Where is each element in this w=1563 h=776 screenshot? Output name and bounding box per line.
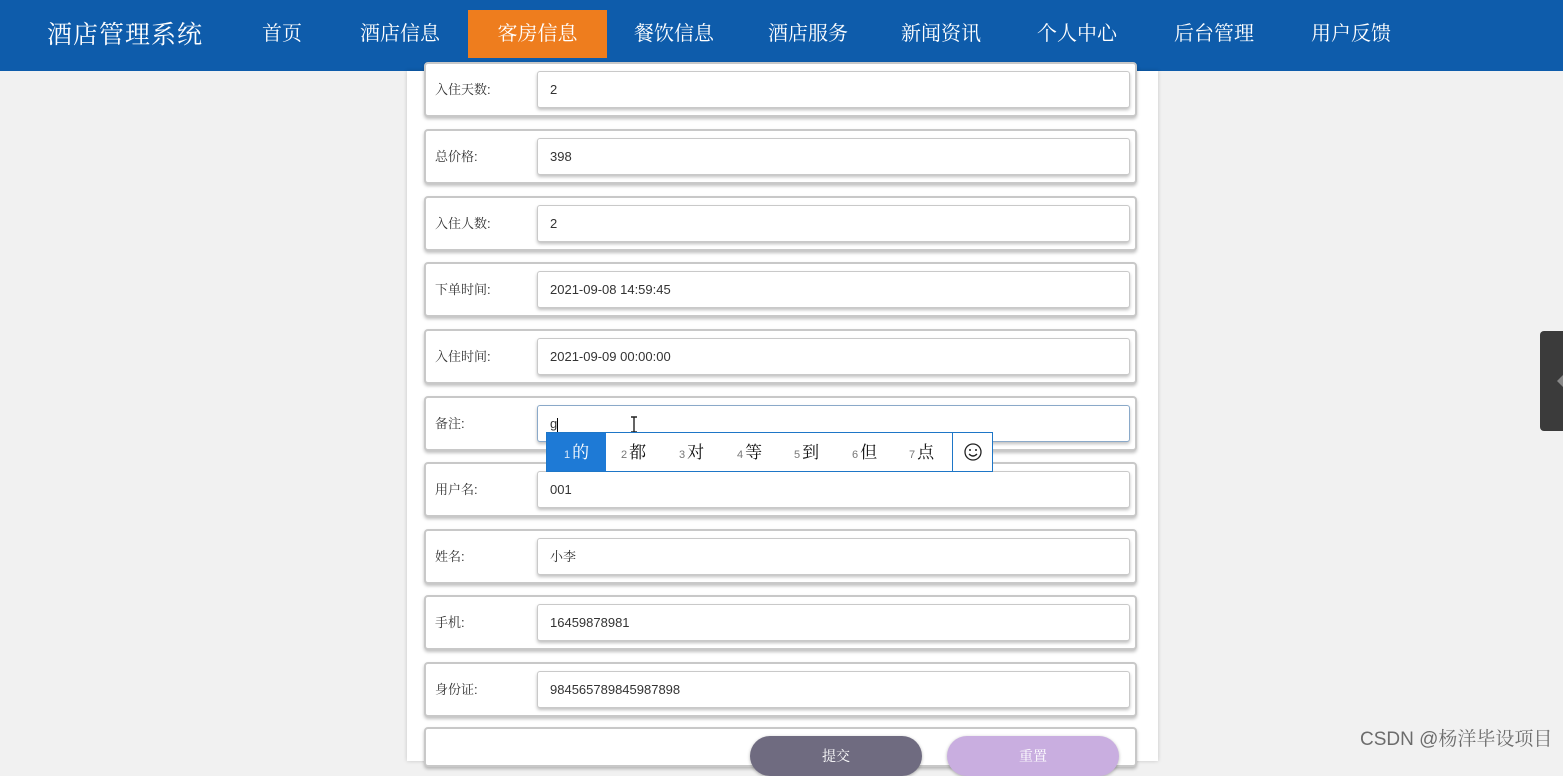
nav-item-room-info[interactable]: 客房信息 [468, 10, 607, 58]
remarks-value: g [550, 416, 558, 431]
name-input[interactable]: 小李 [537, 538, 1130, 575]
id-card-input[interactable]: 984565789845987898 [537, 671, 1130, 708]
field-label: 入住天数: [435, 82, 491, 97]
ime-candidate-6[interactable]: 6 但 [852, 443, 878, 462]
ime-candidate-7[interactable]: 7 点 [909, 443, 935, 462]
ime-candidate-3[interactable]: 3 对 [679, 443, 705, 462]
form-row-total-price [424, 129, 1137, 184]
phone-input[interactable]: 16459878981 [537, 604, 1130, 641]
ime-candidate-1[interactable]: 1 的 [547, 433, 606, 471]
form-row-guest-count [424, 196, 1137, 251]
ime-candidate-5[interactable]: 5 到 [794, 443, 820, 462]
text-caret [557, 418, 558, 432]
nav-item-admin[interactable]: 后台管理 [1174, 23, 1254, 45]
submit-button[interactable]: 提交 [750, 736, 922, 776]
field-label: 备注: [435, 416, 465, 431]
nav-item-personal-center[interactable]: 个人中心 [1037, 23, 1117, 45]
field-label: 总价格: [435, 149, 478, 164]
ime-divider [952, 433, 953, 471]
field-label: 身份证: [435, 682, 478, 697]
ime-candidate-2[interactable]: 2 都 [621, 443, 647, 462]
checkin-time-input[interactable]: 2021-09-09 00:00:00 [537, 338, 1130, 375]
total-price-input[interactable]: 398 [537, 138, 1130, 175]
field-label: 姓名: [435, 549, 465, 564]
chevron-left-icon [1557, 375, 1563, 387]
nav-item-news[interactable]: 新闻资讯 [901, 23, 981, 45]
field-label: 手机: [435, 615, 465, 630]
top-navigation-bar [0, 0, 1563, 71]
form-row-order-time [424, 262, 1137, 317]
nav-item-hotel-info[interactable]: 酒店信息 [360, 23, 440, 45]
nav-item-hotel-services[interactable]: 酒店服务 [768, 23, 848, 45]
ime-candidate-bar [546, 432, 993, 472]
form-row-id-card [424, 662, 1137, 717]
field-label: 入住时间: [435, 349, 491, 364]
field-label: 下单时间: [435, 282, 491, 297]
side-collapse-tab[interactable] [1540, 331, 1563, 431]
app-title: 酒店管理系统 [47, 21, 204, 49]
ime-emoji-button[interactable] [954, 433, 992, 471]
form-row-stay-days [424, 62, 1137, 117]
form-row-phone [424, 595, 1137, 650]
field-label: 用户名: [435, 482, 478, 497]
ime-candidate-4[interactable]: 4 等 [737, 443, 763, 462]
form-row-name [424, 529, 1137, 584]
nav-item-feedback[interactable]: 用户反馈 [1311, 23, 1391, 45]
stay-days-input[interactable]: 2 [537, 71, 1130, 108]
reset-button[interactable]: 重置 [947, 736, 1119, 776]
username-input[interactable]: 001 [537, 471, 1130, 508]
smiley-icon [963, 442, 983, 462]
order-time-input[interactable]: 2021-09-08 14:59:45 [537, 271, 1130, 308]
form-row-checkin-time [424, 329, 1137, 384]
watermark-text: CSDN @杨洋毕设项目 [1360, 729, 1553, 750]
nav-item-home[interactable]: 首页 [262, 23, 302, 45]
guest-count-input[interactable]: 2 [537, 205, 1130, 242]
field-label: 入住人数: [435, 216, 491, 231]
nav-item-dining-info[interactable]: 餐饮信息 [634, 23, 714, 45]
text-cursor-icon [629, 416, 639, 433]
